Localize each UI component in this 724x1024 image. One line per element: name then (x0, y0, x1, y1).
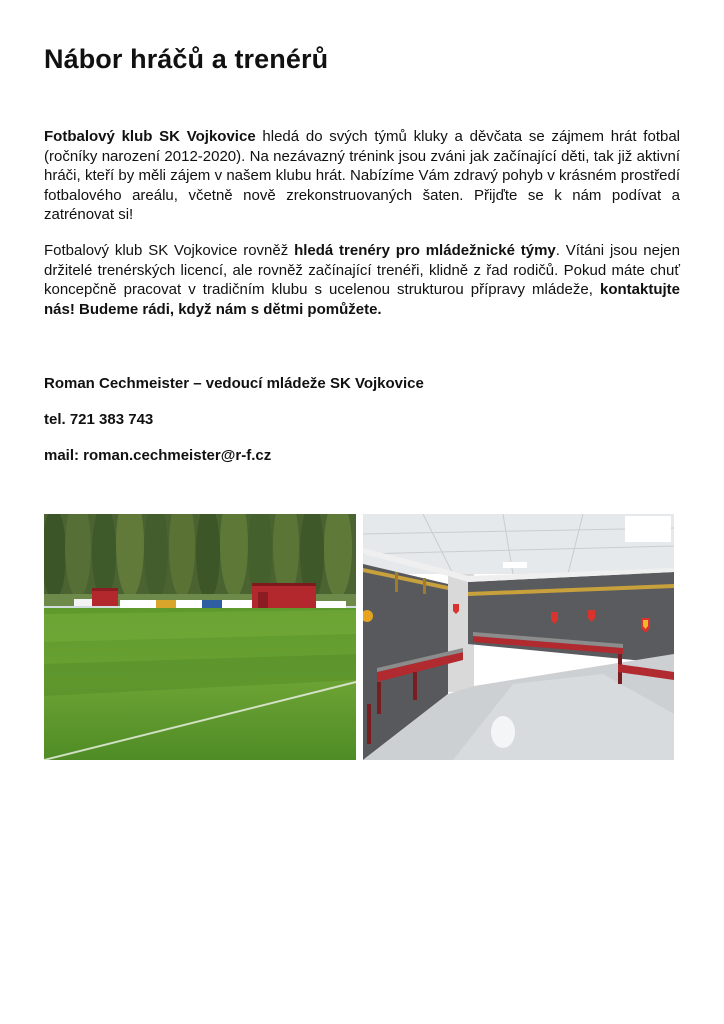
intro-text: hledá do svých týmů kluky a děvčata se zájmem hrát fotbal (ročníky narození 2012-2020). Na nezávazný trénink jsou zváni jak začínající děti, tak již aktivní hráči, kteří by měli zájem v našem klubu hrát. Nabízíme Vám zdravý pohyb v krásném prostředí fotbalového areálu, včetně nově zrekonstruovaných šaten. Přijďte se k nám podívat a zatrénovat si! (44, 128, 681, 223)
locker-room-photo (363, 514, 674, 760)
contact-email: mail: roman.cechmeister@r-f.cz (44, 447, 272, 464)
contact-call-to-action: kontaktujte nás! Budeme rádi, když nám s dětmi pomůžete. (44, 281, 680, 318)
contact-name: Roman Cechmeister – vedoucí mládeže SK Vojkovice (44, 375, 424, 392)
page-title: Nábor hráčů a trenérů (44, 44, 329, 74)
coaches-text-start: Fotbalový klub SK Vojkovice rovněž (44, 242, 295, 259)
paragraph-intro (44, 127, 680, 225)
coaches-highlight: hledá trenéry pro mládežnické týmy (294, 242, 556, 259)
contact-phone: tel. 721 383 743 (44, 411, 154, 428)
football-pitch-photo (44, 514, 356, 760)
paragraph-coaches (44, 241, 680, 319)
coaches-text-middle: . Vítáni jsou nejen držitelé trenérských licencí, ale rovněž začínající trenéři, klidně z řad rodičů. Pokud máte chuť koncepčně pracovat v tradičním klubu s ucelenou strukturou přípravy mládeže, (44, 242, 680, 298)
club-name: Fotbalový klub SK Vojkovice (44, 128, 256, 145)
